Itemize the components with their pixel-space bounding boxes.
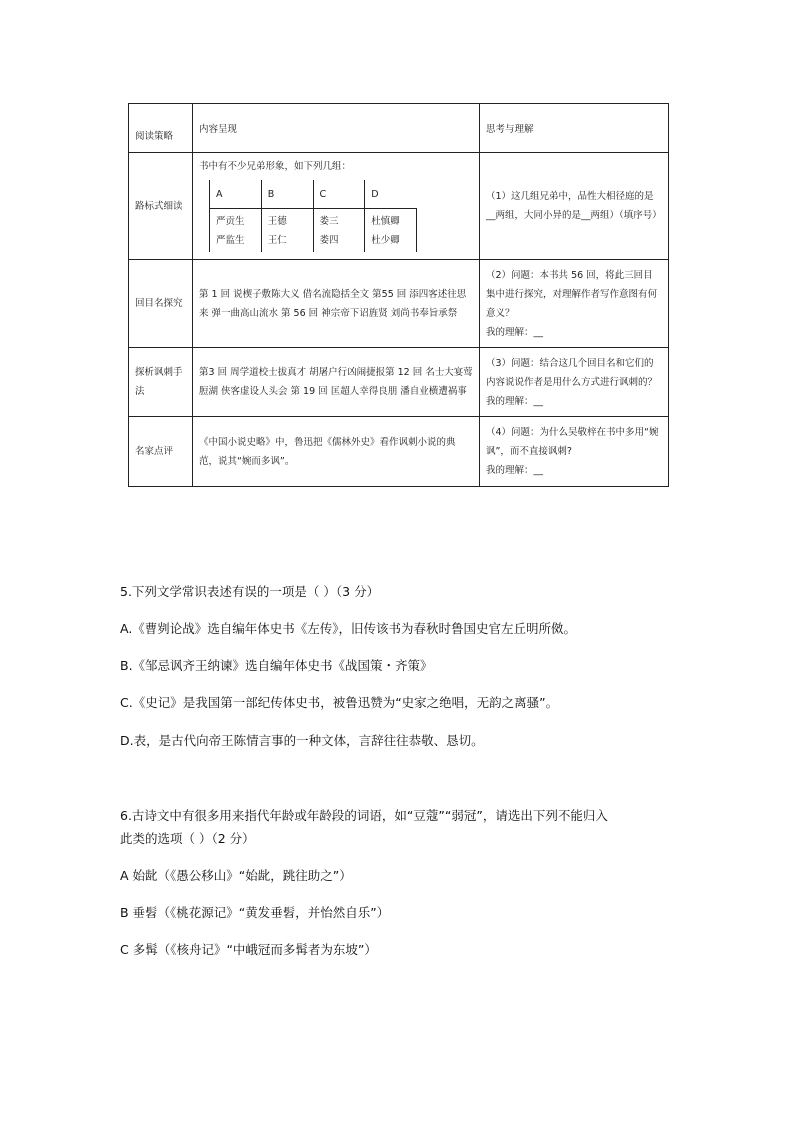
question-6-option-c: C 多髯（《核舟记》“中峨冠而多髯者为东坡”） [120,942,377,957]
group-names: 娄三 娄四 [313,209,365,253]
table-row [129,348,669,417]
answer-line: 我的理解：__ [486,465,544,476]
reading-strategy-table [128,103,669,487]
brothers-group-table [209,180,417,252]
thinking-cell: （3）问题：结合这几个回目名和它们的内容说说作者是用什么方式进行讽刺的？我的理解：__ [480,348,669,417]
table-row [129,417,669,487]
table-row [129,153,669,260]
header-content: 内容呈现 [193,104,480,153]
strategy-cell: 名家点评 [129,417,193,487]
question-5-option-b: B.《邹忌讽齐王纳谏》选自编年体史书《战国策・齐策》 [120,658,433,673]
strategy-cell: 探析讽刺手法 [129,348,193,417]
question-6-stem-line1: 6.古诗文中有很多用来指代年龄或年龄段的词语，如“豆蔻”“弱冠”，请选出下列不能归入 [120,808,608,823]
group-label-row [210,180,417,209]
question-5-stem: 5.下列文学常识表述有误的一项是（ ）（3 分） [120,584,380,599]
group-names: 严贡生 严监生 [210,209,262,253]
content-intro: 书中有不少兄弟形象，如下列几组： [199,161,352,172]
question-6-option-a: A 始龀（《愚公移山》“始龀，跳往助之”） [120,868,352,883]
group-label: B [261,180,313,209]
content-cell: 第3 回 周学道校士拔真才 胡屠户行凶闹捷报第 12 回 名士大宴莺脰湖 侠客虚设人头会 第 19 回 匡超人幸得良朋 潘自业横遭祸事 [193,348,480,417]
group-label: D [365,180,417,209]
table-row [129,260,669,348]
header-strategy: 阅读策略 [129,104,193,153]
question-5-option-a: A.《曹刿论战》选自编年体史书《左传》，旧传该书为春秋时鲁国史官左丘明所傚。 [120,621,577,636]
header-thinking: 思考与理解 [480,104,669,153]
answer-line: 我的理解：__ [486,326,544,338]
question-5-option-d: D.表，是古代向帝王陈情言事的一种文体，言辞往往恭敬、恳切。 [120,733,484,748]
question-text: （2）问题：本书共 56 回，将此三回目集中进行探究，对理解作者写作意图有何意义？ [486,269,658,319]
content-cell: 《中国小说史略》中，鲁迅把《儒林外史》看作讽刺小说的典范，说其“婉而多讽”。 [193,417,480,487]
table-header-row [129,104,669,153]
strategy-cell: 回目名探究 [129,260,193,348]
thinking-cell [480,260,669,348]
group-label: A [210,180,262,209]
group-names-row [210,209,417,253]
content-cell: 第 1 回 说楔子敷陈大义 借名流隐括全文 第55 回 添四客述往思来 弹一曲高山流水 第 56 回 神宗帝下诏旌贤 刘尚书奉旨承祭 [193,260,480,348]
question-text: （4）问题：为什么吴敬梓在书中多用“婉讽”，而不直接讽刺? [486,427,659,457]
group-names: 杜慎卿 杜少卿 [365,209,417,253]
content-cell [193,153,480,260]
thinking-cell: （1）这几组兄弟中，品性大相径庭的是__两组，大同小异的是__两组）（填序号） [480,153,669,260]
group-label: C [313,180,365,209]
group-names: 王德 王仁 [261,209,313,253]
question-5-option-c: C.《史记》是我国第一部纪传体史书，被鲁迅赞为“史家之绝唱，无韵之离骚”。 [120,695,559,710]
question-6-option-b: B 垂髫（《桃花源记》“黄发垂髫，并怡然自乐”） [120,905,390,920]
question-6-stem-line2: 此类的选项（ ）（2 分） [120,831,255,846]
strategy-cell: 路标式细读 [129,153,193,260]
thinking-cell [480,417,669,487]
